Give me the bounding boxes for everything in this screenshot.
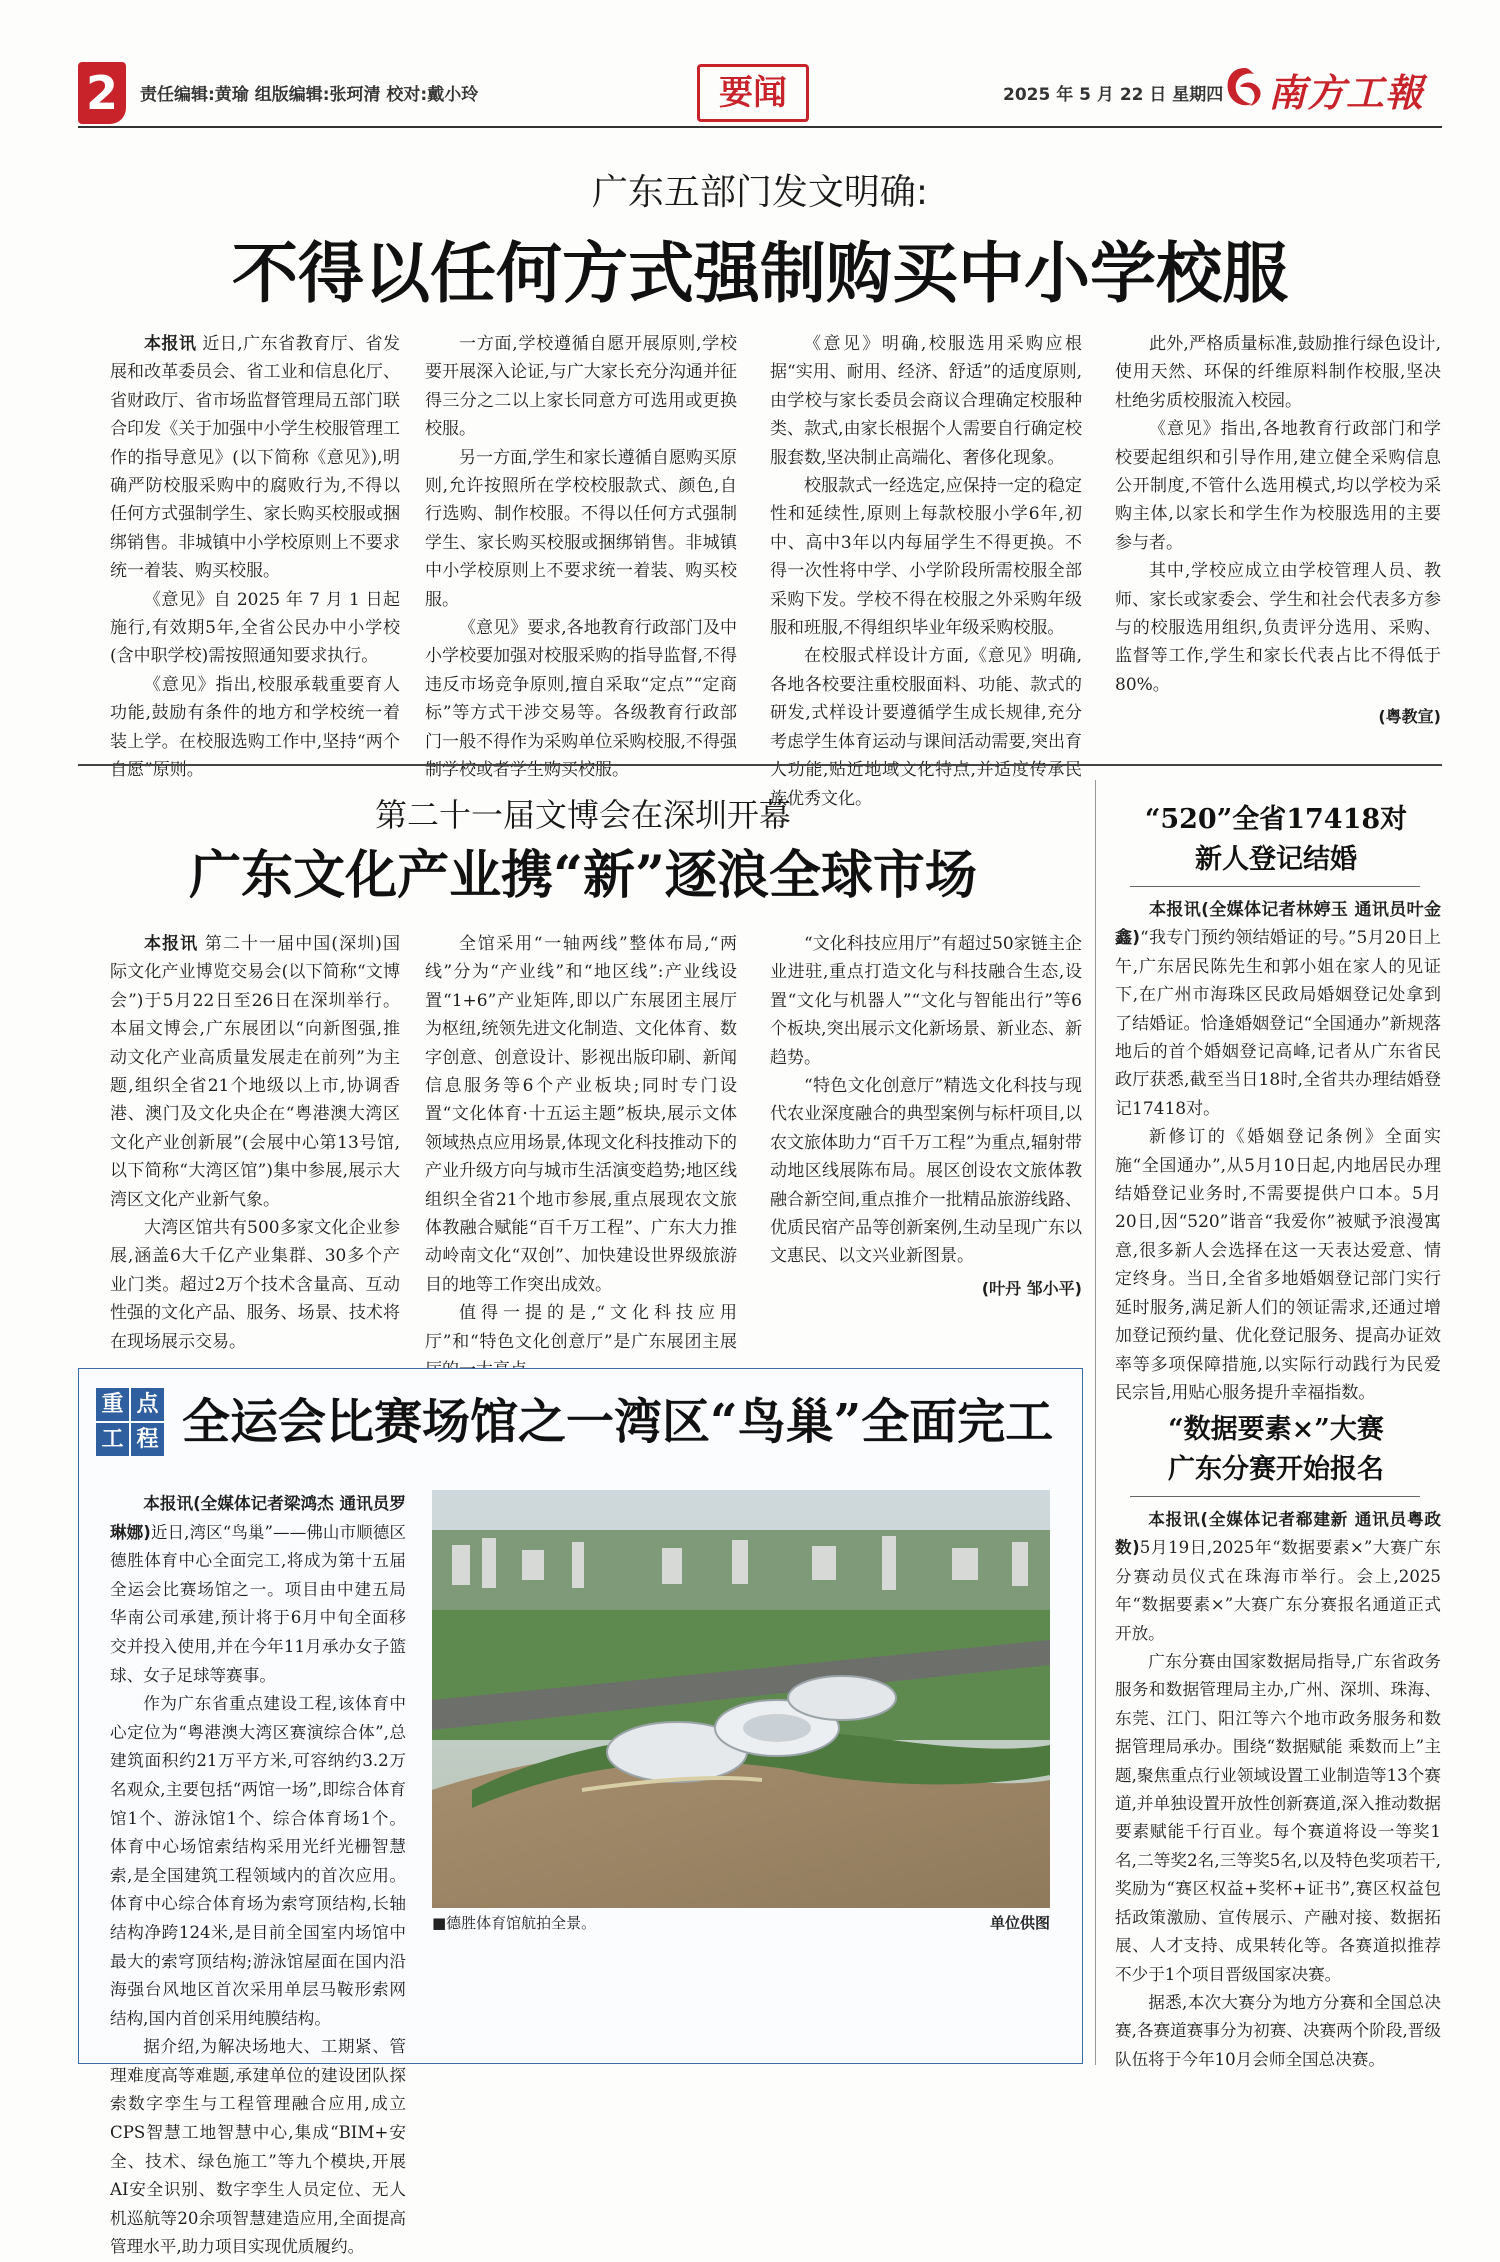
- masthead-rule: [78, 126, 1442, 128]
- article1-kicker: 广东五部门发文明确:: [591, 172, 929, 213]
- article2-lead: 本报讯: [144, 934, 199, 954]
- article2-kicker: 第二十一届文博会在深圳开幕: [374, 796, 791, 834]
- article1-byline: (粤教宣): [1378, 707, 1441, 727]
- feature-col2: [432, 1946, 1050, 2061]
- sidebar2-rule: [1130, 1496, 1420, 1497]
- newspaper-logo-icon: [1222, 64, 1268, 112]
- feature-headline: 全运会比赛场馆之一湾区“鸟巢”全面完工: [182, 1394, 1054, 1450]
- article2-headline: 广东文化产业携“新”逐浪全球市场: [189, 845, 977, 906]
- article1-col2: 一方面,学校遵循自愿开展原则,学校要开展深入论证,与广大家长充分沟通并征得三分之二以上家长同意方可选用或更换校服。 另一方面,学生和家长遵循自愿购买原则,允许按照所在学校校服款式、颜色,自行选购、制作校服。不得以任何方式强制学生、家长购买校服或捆绑销售。非城镇中小学校原则上不要求统一着装、购买校服。 《意见》要求,各地教育行政部门及中小学校要加强对校服采购的指导监督,不得违反市场竞争原则,擅自采取“定点”“定商标”等方式干涉交易等。各级教育行政部门一般不得作为采购单位采购校服,不得强制学校或者学生购买校服。: [425, 334, 737, 781]
- photo-caption: ■德胜体育馆航拍全景。: [432, 1914, 597, 1932]
- article2-col1: 本报讯 第二十一届中国(深圳)国际文化产业博览交易会(以下简称“文博会”)于5月22日至26日在深圳举行。本届文博会,广东展团以“向新图强,推动文化产业高质量发展走在前列”为主题,组织全省21个地级以上市,协调香港、澳门及文化央企在“粤港澳大湾区文化产业创新展”(会展中心第13号馆,以下简称“大湾区馆”)集中参展,展示大湾区文化产业新气象。 大湾区馆共有500多家文化企业参展,涵盖6大千亿产业集群、30多个产业门类。超过2万个技术含量高、互动性强的文化产品、服务、场景、技术将在现场展示交易。: [110, 934, 401, 1352]
- article2-byline: (叶丹 邹小平): [981, 1278, 1082, 1298]
- sidebar2-body: 本报讯(全媒体记者郗建新 通讯员粤政数)5月19日,2025年“数据要素×”大赛广东分赛动员仪式在珠海市举行。会上,2025年“数据要素×”大赛广东分赛报名通道正式开放。 广东分赛由国家数据局指导,广东省政务服务和数据管理局主办,广州、深圳、珠海、东莞、江门、阳江等六个地市政务服务和数据管理局承办。围绕“数据赋能 乘数而上”主题,聚焦重点行业领域设置工业制造等13个赛道,并单独设置开放性创新赛道,深入推动数据要素赋能千行百业。每个赛道将设一等奖1名,二等奖2名,三等奖5名,以及特色奖项若干,奖励为“赛区权益+奖杯+证书”,赛区权益包括政策激励、宣传展示、产融对接、数据拓展、人才支持、成果转化等。各赛道拟推荐不少于1个项目晋级国家决赛。 据悉,本次大赛分为地方分赛和全国总决赛,各赛道赛事分为初赛、决赛两个阶段,晋级队伍将于今年10月会师全国总决赛。: [1115, 1510, 1442, 2069]
- article1-col4: 此外,严格质量标准,鼓励推行绿色设计,使用天然、环保的纤维原料制作校服,坚决杜绝劣质校服流入校园。 《意见》指出,各地教育行政部门和学校要起组织和引导作用,建立健全采购信息公开制度,不管什么选用模式,均以学校为采购主体,以家长和学生作为校服选用的主要参与者。 其中,学校应成立由学校管理人员、教师、家长或家委会、学生和社会代表多方参与的校服选用组织,负责评分选用、采购、监督等工作,学生和家长代表占比不得低于80%。 (粤教宣): [1115, 330, 1441, 732]
- editors-line: 责任编辑:黄瑜 组版编辑:张珂清 校对:戴小玲: [140, 85, 479, 105]
- sidebar2-headline: “数据要素×”大赛 广东分赛开始报名: [1168, 1414, 1384, 1485]
- article1-headline: 不得以任何方式强制购买中小学校服: [232, 234, 1288, 312]
- key-project-tag: 重 点 工 程: [96, 1388, 164, 1456]
- sidebar1-headline: “520”全省17418对 新人登记结婚: [1144, 804, 1408, 875]
- date-line: 2025 年 5 月 22 日 星期四: [1003, 85, 1224, 105]
- photo-credit: 单位供图: [989, 1914, 1050, 1932]
- article1-col3: 《意见》明确,校服选用采购应根据“实用、耐用、经济、舒适”的适度原则,由学校与家长委员会商议合理确定校服种类、款式,由家长根据个人需要自行确定校服套数,坚决制止高端化、奢侈化现象。 校服款式一经选定,应保持一定的稳定性和延续性,原则上每款校服小学6年,初中、高中3年以内每届学生不得更换。不得一次性将中学、小学阶段所需校服全部采购下发。学校不得在校服之外采购年级服和班服,不得组织毕业年级采购校服。 在校服式样设计方面,《意见》明确,各地各校要注重校服面料、功能、款式的研发,式样设计要遵循学生成长规律,充分考虑学生体育运动与课间活动需要,突出育人功能,贴近地域文化特点,并适度传承民族优秀文化。: [770, 334, 1082, 809]
- page-number: 2: [78, 62, 126, 124]
- article1-lead: 本报讯: [144, 334, 197, 354]
- photo-caption-row: [432, 1912, 1050, 1933]
- sidebar1-body: 本报讯(全媒体记者林婷玉 通讯员叶金鑫)“我专门预约领结婚证的号。”5月20日上午,广东居民陈先生和郭小姐在家人的见证下,在广州市海珠区民政局婚姻登记处拿到了结婚证。恰逢婚姻登记“全国通办”新规落地后的首个婚姻登记高峰,记者从广东省民政厅获悉,截至当日18时,全省共办理结婚登记17418对。 新修订的《婚姻登记条例》全面实施“全国通办”,从5月10日起,内地居民办理结婚登记业务时,不需要提供户口本。5月20日,因“520”谐音“我爱你”被赋予浪漫寓意,很多新人会选择在这一天表达爱意、情定终身。当日,全省多地婚姻登记部门实行延时服务,满足新人们的领证需求,还通过增加登记预约量、优化登记服务、提高办证效率等多项保障措施,以实际行动践行为民爱民宗旨,用贴心服务提升幸福指数。: [1115, 900, 1441, 1403]
- sidebar1-lead: 本报讯(全媒体记者林婷玉 通讯员叶金鑫): [1115, 900, 1441, 949]
- feature-col1: 本报讯(全媒体记者梁鸿杰 通讯员罗琳娜)近日,湾区“鸟巢”——佛山市顺德区德胜体育中心全面完工,将成为第十五届全运会比赛场馆之一。项目由中建五局华南公司承建,预计将于6月中旬全面移交并投入使用,并在今年11月承办女子篮球、女子足球等赛事。 作为广东省重点建设工程,该体育中心定位为“粤港澳大湾区赛演综合体”,总建筑面积约21万平方米,可容纳约3.2万名观众,主要包括“两馆一场”,即综合体育馆1个、游泳馆1个、综合体育场1个。体育中心场馆索结构采用光纤光栅智慧索,是全国建筑工程领域内的首次应用。体育中心综合体育场为索穹顶结构,长轴结构净跨124米,是目前全国室内场馆中最大的索穹顶结构;游泳馆屋面在国内沿海强台风地区首次采用单层马鞍形索网结构,国内首创采用纯膜结构。 据介绍,为解决场地大、工期紧、管理难度高等难题,承建单位的建设团队探索数字孪生与工程管理融合应用,成立CPS智慧工地智慧中心,集成“BIM+安全、技术、绿色施工”等九个模块,开展AI安全识别、数字孪生人员定位、无人机巡航等20余项智慧建造应用,全面提高管理水平,助力项目实现优质履约。: [110, 1494, 406, 2257]
- sidebar-divider: [1095, 780, 1096, 2065]
- article1-col1: 本报讯 近日,广东省教育厅、省发展和改革委员会、省工业和信息化厅、省财政厅、省市场监督管理局五部门联合印发《关于加强中小学生校服管理工作的指导意见》(以下简称《意见》),明确严防校服采购中的腐败行为,不得以任何方式强制学生、家长购买校服或捆绑销售。非城镇中小学校原则上不要求统一着装、购买校服。 《意见》自 2025 年 7 月 1 日起施行,有效期5年,全省公民办中小学校(含中职学校)需按照通知要求执行。 《意见》指出,校服承载重要育人功能,鼓励有条件的地方和学校统一着装上学。在校服选购工作中,坚持“两个自愿”原则。: [110, 334, 401, 781]
- stadium-aerial-photo: [432, 1490, 1050, 1908]
- section-label: 要闻: [697, 64, 809, 122]
- sidebar1-rule: [1130, 886, 1420, 887]
- sidebar2-lead: 本报讯(全媒体记者郗建新 通讯员粤政数): [1115, 1510, 1441, 1558]
- divider: [78, 764, 1442, 766]
- feature-lead: 本报讯(全媒体记者梁鸿杰 通讯员罗琳娜): [110, 1494, 406, 1542]
- newspaper-name: 南方工報: [1268, 71, 1425, 115]
- article2-col2: 全馆采用“一轴两线”整体布局,“两线”分为“产业线”和“地区线”:产业线设置“1+6”产业矩阵,即以广东展团主展厅为枢纽,统领先进文化制造、文化体育、数字创意、创意设计、影视出版印刷、新闻信息服务等6个产业板块;同时专门设置“文化体育·十五运主题”板块,展示文体领域热点应用场景,体现文化科技推动下的产业升级方向与城市生活演变趋势;地区线组织全省21个地市参展,重点展现农文旅体教融合赋能“百千万工程”、广东大力推动岭南文化“双创”、加快建设世界级旅游目的地等工作突出成效。 值得一提的是,“文化科技应用厅”和“特色文化创意厅”是广东展团主展: [425, 934, 737, 1352]
- article2-col3: “文化科技应用厅”有超过50家链主企业进驻,重点打造文化与科技融合生态,设置“文化与机器人”“文化与智能出行”等6个板块,突出展示文化新场景、新业态、新趋势。 “特色文化创意厅”精选文化科技与现代农业深度融合的典型案例与标杆项目,以农文旅体助力“百千万工程”为重点,辐射带动地区线展陈布局。展区创设农文旅体教融合新空间,重点推介一批精品旅游线路、优质民宿产品等创新案例,生动呈现广东以文惠民、以文兴业新图景。 (叶丹 邹小平): [770, 930, 1082, 1303]
